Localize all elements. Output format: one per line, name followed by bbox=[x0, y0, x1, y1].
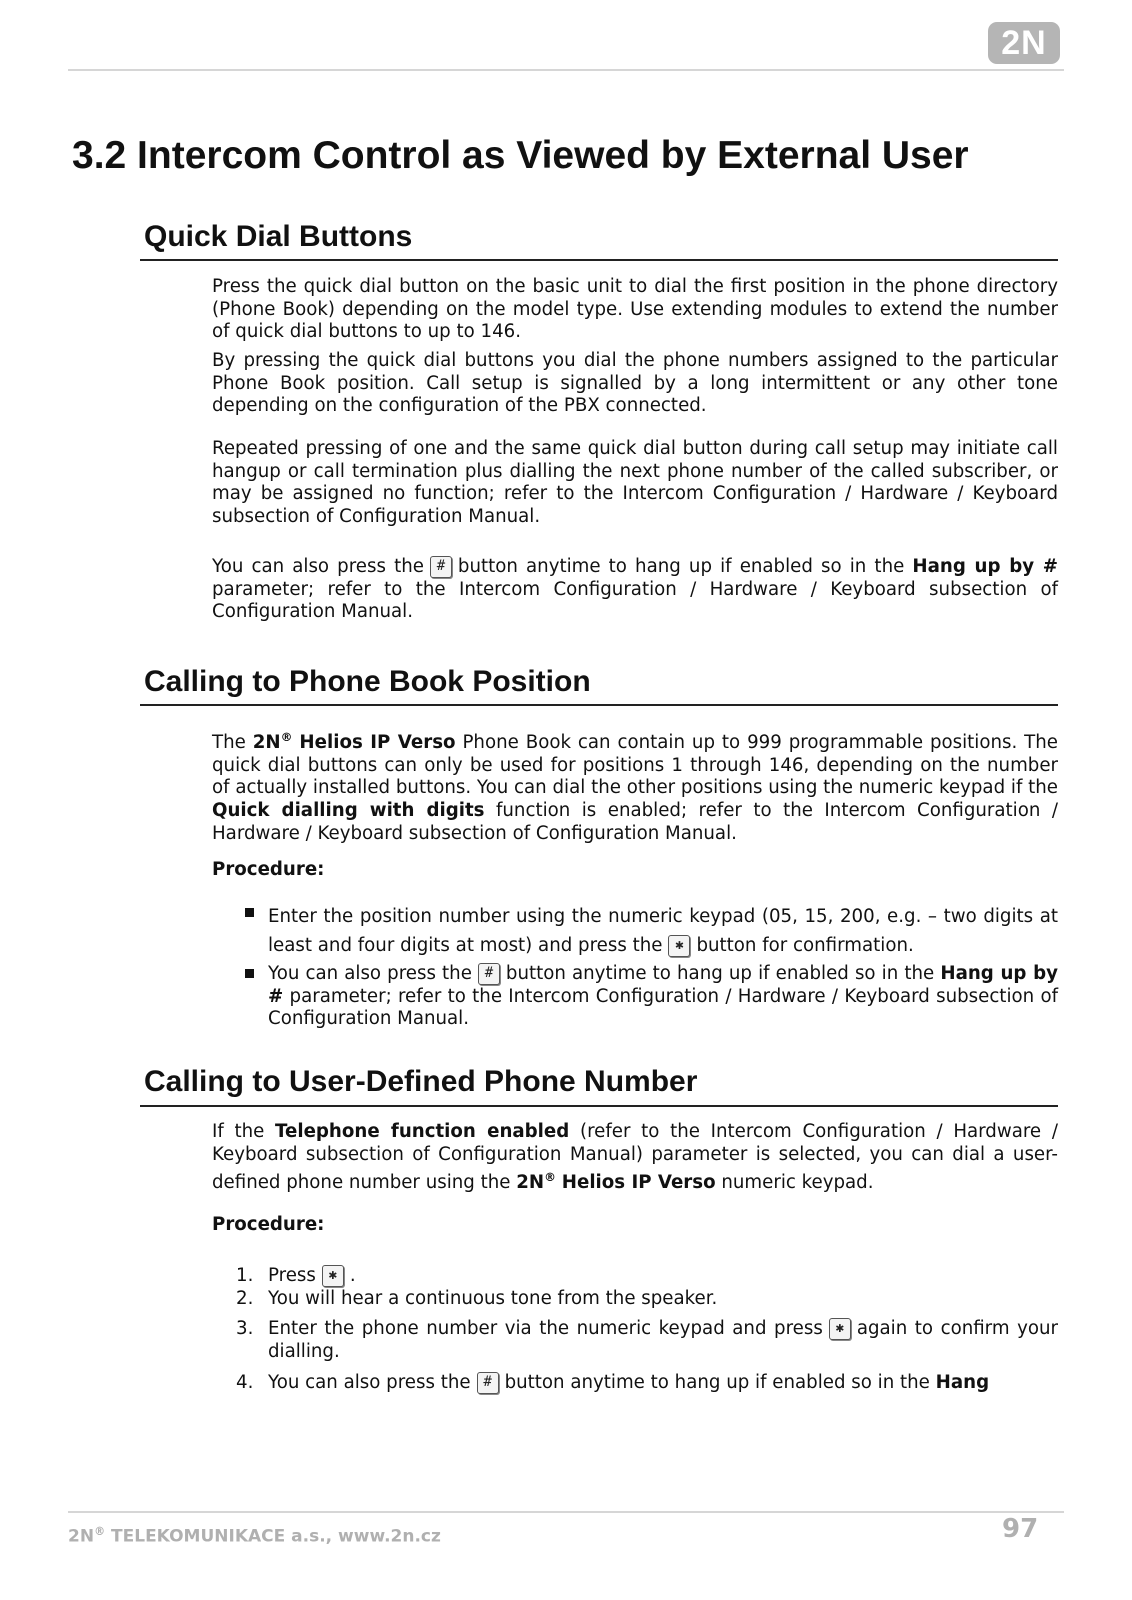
section-rule bbox=[140, 1105, 1058, 1107]
footer-rule bbox=[68, 1511, 1064, 1513]
hash-key-icon: # bbox=[477, 1372, 499, 1394]
2n-logo: 2N bbox=[988, 22, 1060, 64]
paragraph: If the Telephone function enabled (refer to the Intercom Configuration / Hardware / Keyboard subsection of Configuration Manual) parameter is selected, you can dial a user-defined phone number using the 2N® Helios IP Verso numeric keypad. bbox=[212, 1121, 1058, 1194]
step-number: 2. bbox=[236, 1288, 254, 1309]
paragraph: By pressing the quick dial buttons you dial the phone numbers assigned to the particular Phone Book position. Call setup is signalled by a long intermittent or any other tone depending on the configuration of the PBX connected. bbox=[212, 350, 1058, 417]
list-item: Press ✱ . bbox=[268, 1265, 356, 1286]
page-number: 97 bbox=[1002, 1514, 1039, 1544]
paragraph: You can also press the # button anytime to hang up if enabled so in the Hang up by # parameter; refer to the Intercom Configuration / Hardware / Keyboard subsection of Configuration Manual. bbox=[212, 556, 1058, 623]
footer-text: 2N® TELEKOMUNIKACE a.s., www.2n.cz bbox=[68, 1525, 441, 1547]
header-rule bbox=[68, 69, 1064, 71]
step-number: 3. bbox=[236, 1318, 254, 1339]
bullet-marker bbox=[245, 969, 254, 978]
hash-key-icon: # bbox=[430, 556, 452, 578]
procedure-label: Procedure: bbox=[212, 859, 325, 880]
list-item: Enter the phone number via the numeric keypad and press ✱ again to confirm your dialling. bbox=[268, 1318, 1058, 1362]
list-item: You can also press the # button anytime to hang up if enabled so in the Hang bbox=[268, 1372, 990, 1393]
paragraph: The 2N® Helios IP Verso Phone Book can contain up to 999 programmable positions. The quick dial buttons can only be used for positions 1 through 146, depending on the number of actually installed buttons. You can dial the other positions using the numeric keypad if the Quick dialling with digits function is enabled; refer to the Intercom Configuration / Hardware / Keyboard subsection of Configuration Manual. bbox=[212, 730, 1058, 844]
section-heading-phone-book: Calling to Phone Book Position bbox=[144, 665, 591, 698]
section-rule bbox=[140, 259, 1058, 261]
paragraph: Repeated pressing of one and the same quick dial button during call setup may initiate call hangup or call termination plus dialling the next phone number of the called subscriber, or may be assigned no function; refer to the Intercom Configuration / Hardware / Keyboard subsection of Configuration Manual. bbox=[212, 438, 1058, 528]
bullet-marker bbox=[245, 908, 254, 917]
star-key-icon: ✱ bbox=[668, 935, 690, 957]
star-key-icon: ✱ bbox=[322, 1265, 344, 1287]
procedure-label: Procedure: bbox=[212, 1214, 325, 1235]
section-rule bbox=[140, 704, 1058, 706]
page-title: 3.2 Intercom Control as Viewed by External User bbox=[72, 134, 969, 177]
list-item: You will hear a continuous tone from the speaker. bbox=[268, 1288, 718, 1309]
step-number: 4. bbox=[236, 1372, 254, 1393]
star-key-icon: ✱ bbox=[829, 1318, 851, 1340]
section-heading-quick-dial: Quick Dial Buttons bbox=[144, 220, 413, 253]
section-heading-user-defined: Calling to User-Defined Phone Number bbox=[144, 1065, 698, 1098]
list-item: You can also press the # button anytime to hang up if enabled so in the Hang up by # parameter; refer to the Intercom Configuration / Hardware / Keyboard subsection of Configuration Manual. bbox=[268, 963, 1058, 1030]
list-item: Enter the position number using the numeric keypad (05, 15, 200, e.g. – two digits at least and four digits at most) and press the ✱ button for confirmation. bbox=[268, 906, 1058, 956]
step-number: 1. bbox=[236, 1265, 254, 1286]
hash-key-icon: # bbox=[478, 963, 500, 985]
paragraph: Press the quick dial button on the basic unit to dial the first position in the phone directory (Phone Book) depending on the model type. Use extending modules to extend the number of quick dial buttons to up to 146. bbox=[212, 276, 1058, 343]
